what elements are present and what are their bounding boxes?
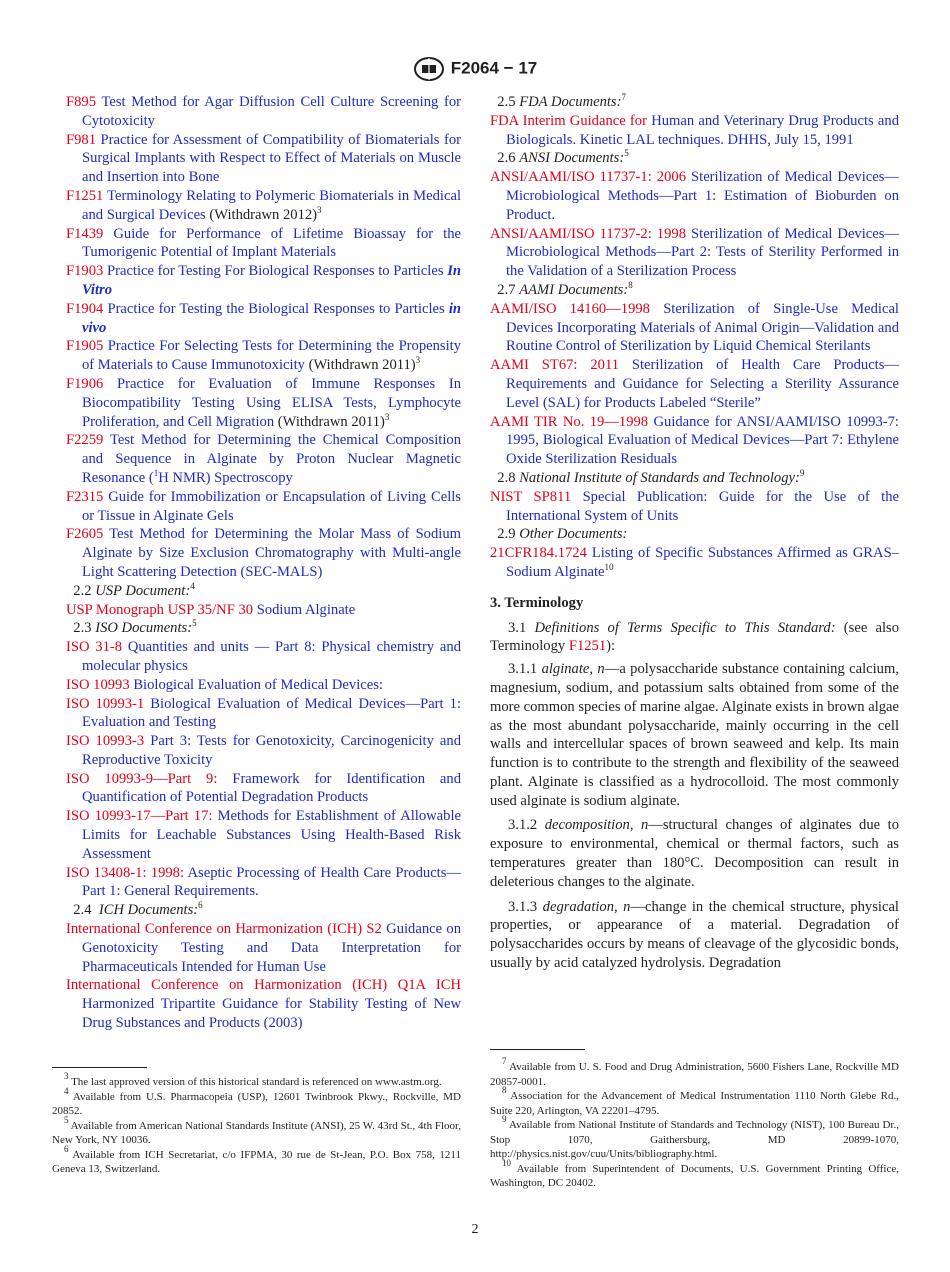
section-number: 2.5 (497, 94, 516, 110)
withdrawn-note: (Withdrawn 2011) (277, 413, 385, 430)
ref-title-link[interactable]: Practice for Assessment of Compatibility of Biomaterials for Surgical Implants with Respect to Effect of Materials on Muscle and Insertion into Bone (82, 131, 461, 186)
reference-aami-14160 (490, 300, 899, 356)
reference-nist-sp811 (490, 488, 899, 526)
definition-text: —a polysaccharide substance containing calcium, magnesium, sodium, and potassium salts obtained from some of the more common species of marine algae. Alginate exists in brown algae as the most abundant polysaccharide, mainly occurring in the cell walls and intercellular spaces of brown seaweed and kelp. Its main function is to contribute to the strength and flexibility of the seaweed plant. Alginate is classified as a hydrocolloid. The most commonly used alginate is sodium alginate. (490, 661, 899, 809)
reference-iso-10993 (66, 676, 461, 695)
standard-designation: F2064 − 17 (450, 58, 538, 78)
footnote-marker: 7 (621, 92, 626, 102)
footnote-text: Available from Superintendent of Documents, U.S. Government Printing Office, Washington, DC 20402. (490, 1162, 899, 1189)
reference-f2259 (66, 431, 461, 487)
section-number: 2.8 (497, 469, 516, 486)
ref-title-link[interactable]: Human and Veterinary Drug Products and Biologicals. Kinetic LAL techniques. DHHS, July 15, 1991 (506, 112, 899, 148)
section-number: 3.1.3 (508, 898, 538, 915)
ref-code-link[interactable]: AAMI TIR No. 19—1998 (490, 413, 649, 430)
ref-title-link[interactable]: Aseptic Processing of Health Care Products—Part 1: General Requirements. (82, 864, 461, 900)
ref-code-link[interactable]: F1251 (66, 187, 104, 204)
ref-code-link[interactable]: USP Monograph USP 35/NF 30 (66, 601, 254, 618)
reference-f1439 (66, 225, 461, 263)
ref-title-link[interactable]: Harmonized Tripartite Guidance for Stability Testing of New Drug Substances and Products (2003) (82, 996, 461, 1032)
f1251-link[interactable]: F1251 (568, 638, 607, 655)
ref-title-link[interactable]: Practice for Evaluation of Immune Responses In Biocompatibility Testing Using ELISA Tests, Lymphocyte Proliferation, and Cell Migration (82, 375, 461, 430)
page-header (0, 56, 950, 82)
definition-decomposition (490, 816, 899, 891)
section-number: 3.1.2 (508, 817, 538, 834)
section-label: AAMI Documents: (519, 281, 629, 298)
reference-fda (490, 112, 899, 150)
section-label: ANSI Documents: (519, 150, 625, 167)
section-label: USP Document: (95, 582, 191, 599)
ref-title-link[interactable]: Biological Evaluation of Medical Devices: (133, 676, 383, 693)
ref-title-link[interactable]: Guide for Immobilization or Encapsulation of Living Cells or Tissue in Alginate Gels (82, 488, 461, 524)
ref-code-link[interactable]: ANSI/AAMI/ISO 11737-2: 1998 (490, 225, 686, 242)
right-column (490, 93, 899, 977)
astm-logo-icon (413, 56, 445, 82)
section-label: ISO Documents: (95, 620, 193, 637)
section-2-3 (66, 619, 461, 638)
defined-term: degradation, n (542, 898, 631, 915)
footnote-marker: 6 (198, 900, 203, 911)
ref-code-link[interactable]: ISO 13408-1: 1998: (66, 864, 185, 881)
section-number: 2.6 (497, 150, 516, 167)
footnote-divider-right (490, 1049, 585, 1050)
ref-code-link[interactable]: ISO 10993 (66, 676, 130, 693)
footnote-number: 10 (502, 1157, 511, 1168)
section-number: 2.4 (73, 902, 92, 919)
footnote-number: 7 (502, 1056, 507, 1066)
ref-code-link[interactable]: F2315 (66, 488, 104, 505)
reference-iso-31-8 (66, 638, 461, 676)
ref-code-link[interactable]: International Conference on Harmonization (ICH) S2 (66, 921, 382, 938)
section-number: 2.2 (73, 582, 92, 599)
footnote-10 (490, 1157, 899, 1191)
footnote-text: Association for the Advancement of Medical Instrumentation 1110 North Glebe Rd., Suite 220, Arlington, VA 22201–4795. (490, 1090, 899, 1117)
ref-code-link[interactable]: F981 (66, 131, 97, 148)
ref-title-link[interactable]: Methods for Establishment of Allowable Limits for Leachable Substances Using Health-Based Risk Assessment (82, 808, 461, 862)
ref-code-link[interactable]: F2259 (66, 432, 104, 449)
defined-term: alginate, n (541, 661, 605, 678)
reference-iso-10993-17 (66, 807, 461, 863)
reference-ansi-11737-1 (490, 168, 899, 224)
footnote-text: Available from U.S. Pharmacopeia (USP), 12601 Twinbrook Pkwy., Rockville, MD 20852. (52, 1090, 461, 1117)
footnote-8 (490, 1085, 899, 1118)
reference-f2605 (66, 525, 461, 581)
ref-title-link[interactable]: Framework for Identification and Quantification of Potential Degradation Products (82, 770, 461, 806)
section-2-2 (66, 582, 461, 601)
section-label: Definitions of Terms Specific to This Standard: (534, 619, 836, 636)
ref-title-link[interactable]: Test Method for Agar Diffusion Cell Culture Screening for Cytotoxicity (82, 94, 462, 129)
ref-code-link[interactable]: AAMI/ISO 14160—1998 (490, 300, 650, 317)
footnotes-left (52, 1071, 461, 1177)
ref-code-link[interactable]: F1905 (66, 338, 104, 355)
withdrawn-note: (Withdrawn 2011) (308, 357, 416, 374)
ref-code-link[interactable]: ISO 10993-1 (66, 695, 145, 712)
footnote-marker: 3 (415, 355, 421, 366)
ref-code-link[interactable]: ISO 10993-17—Part 17: (66, 808, 213, 825)
ref-title-text: Test Method for Determining the Chemical Composition and Sequence in Alginate by Proton Nuclear Magnetic Resonance ( (82, 432, 461, 486)
ref-title-link[interactable]: Practice For Selecting Tests for Determining the Propensity of Materials to Cause Immunotoxicity (82, 338, 461, 374)
ref-title-link[interactable]: Special Publication: Guide for the Use of the International System of Units (506, 488, 900, 524)
ref-title-link[interactable]: Guide for Performance of Lifetime Bioassay for the Tumorigenic Potential of Implant Materials (82, 225, 461, 261)
reference-ich-q1a (66, 976, 461, 1032)
section-2-5 (490, 93, 899, 112)
section-number: 3.1 (508, 619, 527, 636)
reference-21cfr (490, 544, 899, 582)
ref-title-link[interactable] (82, 263, 461, 298)
footnote-divider-left (52, 1067, 147, 1068)
footnote-text: Available from National Institute of Standards and Technology (NIST), 100 Bureau Dr., Stop 1070, Gaithersburg, MD 20899-1070, http://physics.nist.gov/cuu/Units/bibliography.html. (490, 1119, 899, 1160)
footnote-7 (490, 1056, 899, 1089)
ref-title-emphasis: In Vitro (82, 263, 461, 298)
withdrawn-note: (Withdrawn 2012) (209, 206, 318, 223)
ref-code-link[interactable]: F2605 (66, 526, 104, 543)
definition-text: —change in the chemical structure, physical properties, or appearance of a material. Degradation of polysaccharides occurs by means of cleavage of the glycosidic bonds, usually by acid catalyzed hydrolysis. Degradation (490, 898, 899, 972)
reference-iso-13408-1 (66, 864, 461, 902)
ref-title-link[interactable]: Sodium Alginate (256, 601, 356, 618)
ref-title-link[interactable]: Quantities and units — Part 8: Physical chemistry and molecular physics (82, 639, 461, 674)
footnote-marker: 5 (192, 618, 197, 629)
section-label: FDA Documents: (519, 94, 622, 110)
reference-f895 (66, 93, 461, 131)
ref-title-text: Practice for Testing the Biological Responses to Particles (107, 300, 445, 317)
ref-title-link[interactable] (82, 301, 461, 336)
ref-title-link[interactable]: Sterilization of Medical Devices—Microbiological Methods—Part 1: Estimation of Bioburden on Product. (506, 169, 900, 223)
footnote-text: The last approved version of this historical standard is referenced on www.astm.org. (71, 1076, 442, 1088)
footnote-text: Available from U. S. Food and Drug Administration, 5600 Fishers Lane, Rockville MD 20857-0001. (490, 1061, 899, 1088)
ref-code-link[interactable]: NIST SP811 (490, 488, 572, 505)
ref-code-link[interactable]: ISO 10993-3 (66, 733, 145, 750)
ref-title-link[interactable]: Listing of Specific Substances Affirmed as GRAS–Sodium Alginate (506, 545, 899, 580)
ref-code-link[interactable]: FDA Interim Guidance for (490, 112, 647, 129)
footnote-marker: 9 (799, 467, 805, 478)
reference-ich-s2 (66, 920, 461, 976)
ref-title-emphasis: in vivo (82, 300, 462, 336)
section-number: 2.7 (497, 281, 516, 298)
definition-degradation (490, 898, 899, 973)
footnote-marker: 10 (604, 561, 614, 572)
footnote-text: Available from ICH Secretariat, c/o IFPMA, 30 rue de St-Jean, P.O. Box 758, 1211 Geneva 13, Switzerland. (52, 1148, 461, 1175)
footnote-marker: 8 (628, 279, 633, 290)
isotope-superscript: 1 (153, 467, 159, 478)
ref-code-link[interactable]: F1439 (66, 225, 104, 242)
ref-title-link[interactable]: Sterilization of Single-Use Medical Devices Incorporating Materials of Animal Origin—Validation and Routine Control of Sterilization by Liquid Chemical Sterilants (506, 300, 899, 355)
defined-term: decomposition, n (544, 817, 649, 834)
reference-aami-tir19 (490, 413, 899, 469)
footnote-marker: 3 (384, 411, 390, 422)
footnote-number: 6 (64, 1143, 69, 1154)
ref-code-link[interactable]: F1903 (66, 263, 104, 280)
ref-title-text: Practice for Testing For Biological Responses to Particles (107, 263, 444, 280)
section-number: 2.9 (497, 526, 516, 543)
section-label: National Institute of Standards and Technology: (519, 469, 800, 486)
footnote-marker: 4 (190, 580, 195, 591)
reference-aami-st67 (490, 356, 899, 412)
ref-title-link[interactable]: Sterilization of Medical Devices—Microbiological Methods—Part 2: Tests of Sterility Performed in the Validation of a Sterilization Process (506, 225, 900, 280)
footnote-number: 4 (64, 1085, 69, 1096)
paragraph-3-1 (490, 619, 899, 657)
ref-code-link[interactable]: AAMI ST67: 2011 (490, 357, 619, 374)
reference-f1251 (66, 187, 461, 225)
ref-title-text: H NMR) Spectroscopy (158, 469, 293, 486)
ref-title-link[interactable]: Sterilization of Health Care Products—Requirements and Guidance for Selecting a Sterility Assurance Level (SAL) for Products Labeled “Sterile” (506, 357, 900, 411)
reference-f1904 (66, 300, 461, 338)
footnote-4 (52, 1085, 461, 1119)
footnote-number: 5 (64, 1114, 69, 1125)
section-number: 2.3 (73, 620, 92, 637)
ref-title-link[interactable]: Guidance for ANSI/AAMI/ISO 10993-7: 1995, Biological Evaluation of Medical Devices—Part 7: Ethylene Oxide Sterilization Residuals (506, 413, 899, 468)
section-label: ICH Documents: (98, 902, 199, 919)
section-number: 3.1.1 (508, 661, 538, 678)
definition-text: —structural changes of alginates due to exposure to environmental, chemical or thermal factors, such as temperatures greater than 180°C. Decomposition can result in deleterious changes to the alginate. (490, 817, 899, 890)
section-heading-terminology: 3. Terminology (490, 594, 584, 611)
footnote-marker: 5 (624, 148, 629, 159)
footnote-text: Available from American National Standards Institute (ANSI), 25 W. 43rd St., 4th Floor, New York, NY 10036. (52, 1119, 461, 1146)
ref-code-link[interactable]: International Conference on Harmonization (ICH) Q1A ICH (66, 977, 461, 994)
reference-ansi-11737-2 (490, 225, 899, 281)
ref-code-link[interactable]: ISO 31-8 (66, 639, 123, 656)
section-2-8 (490, 469, 899, 488)
section-2-6 (490, 149, 899, 168)
footnote-number: 8 (502, 1085, 507, 1095)
ref-code-link[interactable]: 21CFR184.1724 (490, 545, 587, 562)
paragraph-text: (see also Terminology (490, 619, 900, 655)
left-column (66, 93, 461, 1033)
footnote-marker: 3 (317, 204, 322, 215)
ref-code-link[interactable]: F1906 (66, 375, 104, 392)
ref-title-link[interactable]: Guidance on Genotoxicity Testing and Data Interpretation for Pharmaceuticals Intended for Human Use (82, 921, 461, 975)
footnote-5 (52, 1114, 461, 1148)
reference-f1903 (66, 262, 461, 300)
page-number: 2 (471, 1222, 479, 1237)
ref-title-link[interactable] (82, 432, 461, 486)
reference-iso-10993-1 (66, 695, 461, 733)
reference-f1906 (66, 375, 461, 431)
section-2-9 (490, 525, 899, 544)
reference-f2315 (66, 488, 461, 526)
reference-iso-10993-9 (66, 770, 461, 808)
footnote-3 (52, 1071, 461, 1090)
paragraph-text: ): (606, 638, 616, 655)
section-label: Other Documents: (519, 526, 628, 543)
ref-title-link[interactable]: Biological Evaluation of Medical Devices—Part 1: Evaluation and Testing (82, 695, 461, 731)
footnote-6 (52, 1143, 461, 1177)
reference-f981 (66, 131, 461, 187)
definition-alginate (490, 660, 899, 810)
ref-title-link[interactable]: Test Method for Determining the Molar Mass of Sodium Alginate by Size Exclusion Chromatography with Multi-angle Light Scattering Detection (SEC-MALS) (82, 526, 461, 580)
ref-code-link[interactable]: F1904 (66, 300, 104, 317)
reference-iso-10993-3 (66, 732, 461, 770)
ref-code-link[interactable]: ANSI/AAMI/ISO 11737-1: 2006 (490, 169, 686, 186)
footnotes-right (490, 1056, 899, 1191)
reference-usp (66, 601, 461, 620)
ref-title-link[interactable]: Part 3: Tests for Genotoxicity, Carcinogenicity and Reproductive Toxicity (82, 733, 461, 768)
ref-code-link[interactable]: ISO 10993-9—Part 9: (66, 770, 218, 787)
reference-f1905 (66, 337, 461, 375)
ref-title-link[interactable]: Terminology Relating to Polymeric Biomaterials in Medical and Surgical Devices (82, 187, 461, 223)
footnote-9 (490, 1114, 899, 1162)
ref-code-link[interactable]: F895 (66, 94, 97, 110)
footnote-number: 9 (502, 1114, 507, 1124)
section-2-7 (490, 281, 899, 300)
footnote-number: 3 (64, 1071, 69, 1081)
section-2-4 (66, 901, 461, 920)
